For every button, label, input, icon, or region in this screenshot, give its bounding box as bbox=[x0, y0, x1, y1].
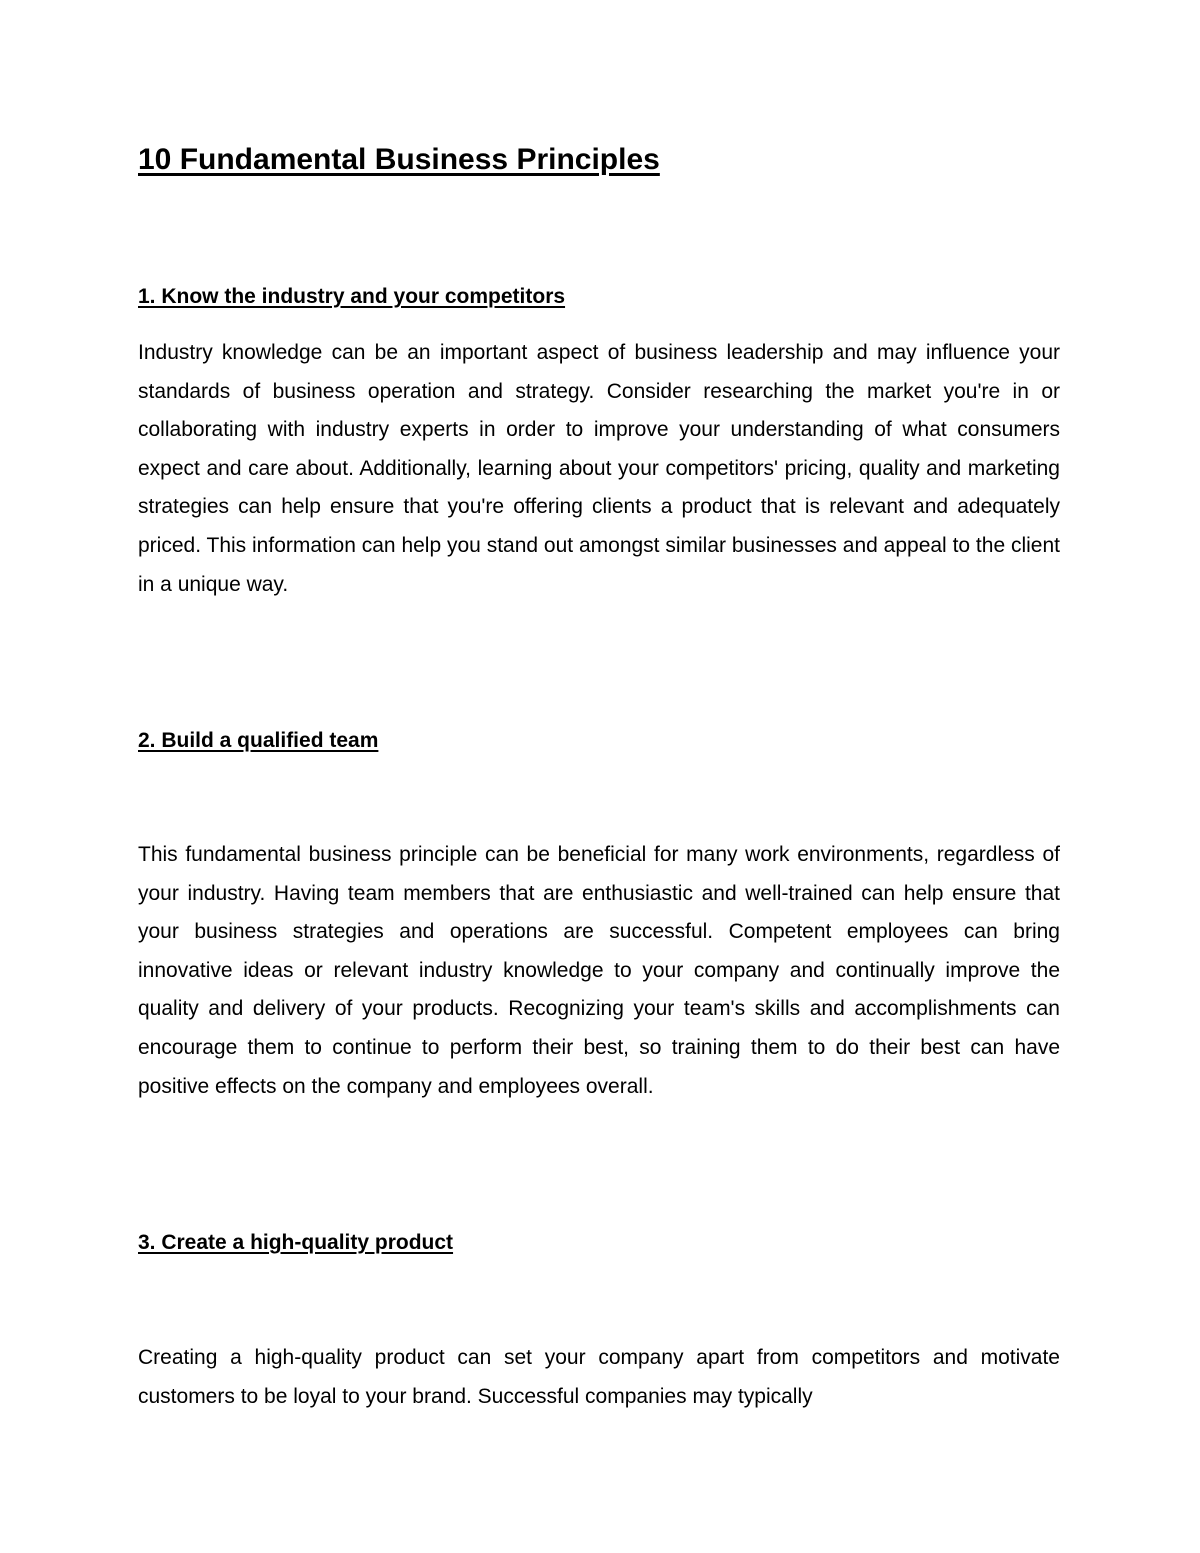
section-heading-2: 2. Build a qualified team bbox=[138, 729, 379, 752]
document-title: 10 Fundamental Business Principles bbox=[138, 143, 660, 176]
section-heading-1: 1. Know the industry and your competitors bbox=[138, 285, 566, 308]
section-body-2: This fundamental business principle can be beneficial for many work environments, regardless of your industry. Having team members that are enthusiastic and well-trained can help ensure that your business strategies and operations are successful. Competent employees can bring innovative ideas or relevant industry knowledge to your company and continually improve the quality and delivery of your products. Recognizing your team's skills and accomplishments can encourage them to continue to perform their best, so training them to do their best can have positive effects on the company and employees overall. bbox=[138, 843, 1060, 1098]
section-heading-3: 3. Create a high-quality product bbox=[138, 1231, 454, 1254]
section-body-3: Creating a high-quality product can set your company apart from competitors and motivate customers to be loyal to your brand. Successful companies may typically bbox=[138, 1346, 1060, 1408]
section-body-1: Industry knowledge can be an important aspect of business leadership and may influence your standards of business operation and strategy. Consider researching the market you're in or collaborating with industry experts in order to improve your understanding of what consumers expect and care about. Additionally, learning about your competitors' pricing, quality and marketing strategies can help ensure that you're offering clients a product that is relevant and adequately priced. This information can help you stand out amongst similar businesses and appeal to the client in a unique way. bbox=[138, 341, 1060, 596]
